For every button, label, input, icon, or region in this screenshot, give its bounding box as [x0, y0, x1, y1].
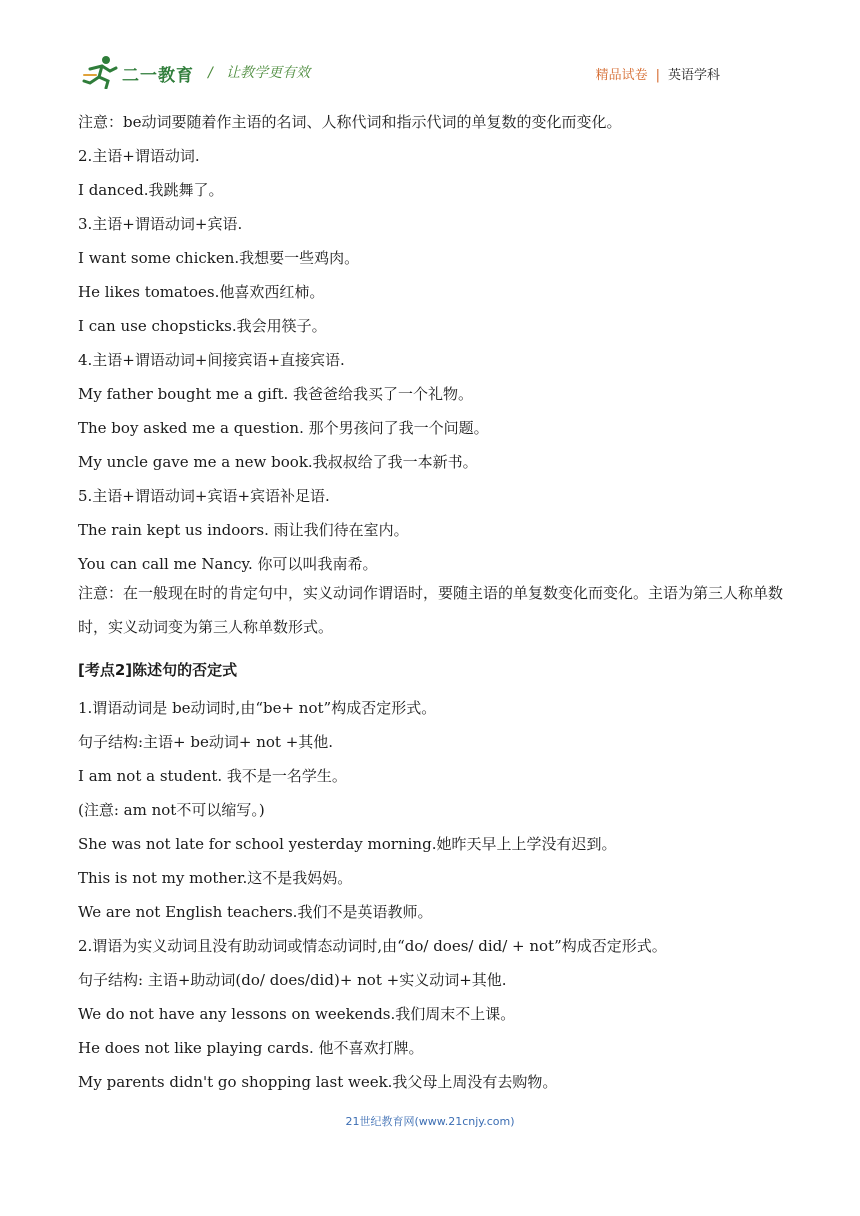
logo — [82, 55, 192, 91]
text-line: 3.主语+谓语动词+宾语. — [78, 215, 243, 233]
text-line: 5.主语+谓语动词+宾语+宾语补足语. — [78, 487, 330, 505]
text-line: I am not a student. 我不是一名学生。 — [78, 767, 347, 785]
note-paragraph: 注意：在一般现在时的肯定句中，实义动词作谓语时，要随主语的单复数变化而变化。主语为第三人称单数时，实义动词变为第三人称单数形式。 — [78, 584, 784, 636]
text-line: He likes tomatoes.他喜欢西红柿。 — [78, 283, 325, 301]
text-line: My uncle gave me a new book.我叔叔给了我一本新书。 — [78, 453, 478, 471]
text-line: We are not English teachers.我们不是英语教师。 — [78, 903, 433, 921]
text-line: I can use chopsticks.我会用筷子。 — [78, 317, 327, 335]
text-line: (注意: am not不可以缩写。) — [78, 801, 265, 819]
text-line: The rain kept us indoors. 雨让我们待在室内。 — [78, 521, 409, 539]
logo-text: 二一教育 — [122, 66, 194, 86]
text-line: He does not like playing cards. 他不喜欢打牌。 — [78, 1039, 424, 1057]
text-line: My father bought me a gift. 我爸爸给我买了一个礼物。 — [78, 385, 474, 403]
text-line: I want some chicken.我想要一些鸡肉。 — [78, 249, 360, 267]
subject-label: 英语学科 — [667, 68, 720, 83]
text-line: My parents didn't go shopping last week.我父母上周没有去购物。 — [78, 1073, 558, 1091]
page-header — [0, 0, 860, 100]
text-line: This is not my mother.这不是我妈妈。 — [78, 869, 353, 887]
text-line: You can call me Nancy. 你可以叫我南希。 — [78, 555, 378, 573]
text-line: 句子结构: 主语+助动词(do/ does/did)+ not +实义动词+其他. — [78, 971, 507, 989]
text-line: The boy asked me a question. 那个男孩问了我一个问题。 — [78, 419, 489, 437]
text-line: 2.主语+谓语动词. — [78, 147, 200, 165]
text-line: I danced.我跳舞了。 — [78, 181, 224, 199]
header-separator: | — [655, 68, 660, 83]
text-line: She was not late for school yesterday morning.她昨天早上上学没有迟到。 — [78, 835, 617, 853]
section-heading: [考点2]陈述句的否定式 — [78, 661, 238, 679]
slogan-divider: / — [208, 65, 213, 81]
slogan — [208, 62, 310, 82]
text-line: 句子结构:主语+ be动词+ not +其他. — [78, 733, 334, 751]
text-line: 4.主语+谓语动词+间接宾语+直接宾语. — [78, 351, 345, 369]
header-right — [596, 64, 720, 83]
slogan-text: 让教学更有效 — [226, 65, 311, 81]
page-footer: 21世纪教育网(www.21cnjy.com) — [345, 1115, 515, 1128]
paper-tag: 精品试卷 — [595, 68, 648, 83]
text-line: 2.谓语为实义动词且没有助动词或情态动词时,由“do/ does/ did/ + not”构成否定形式。 — [78, 937, 667, 955]
text-line: 注意：be动词要随着作主语的名词、人称代词和指示代词的单复数的变化而变化。 — [78, 113, 622, 131]
runner-icon — [82, 55, 120, 89]
text-line: 1.谓语动词是 be动词时,由“be+ not”构成否定形式。 — [78, 699, 437, 717]
text-line: We do not have any lessons on weekends.我们周末不上课。 — [78, 1005, 516, 1023]
